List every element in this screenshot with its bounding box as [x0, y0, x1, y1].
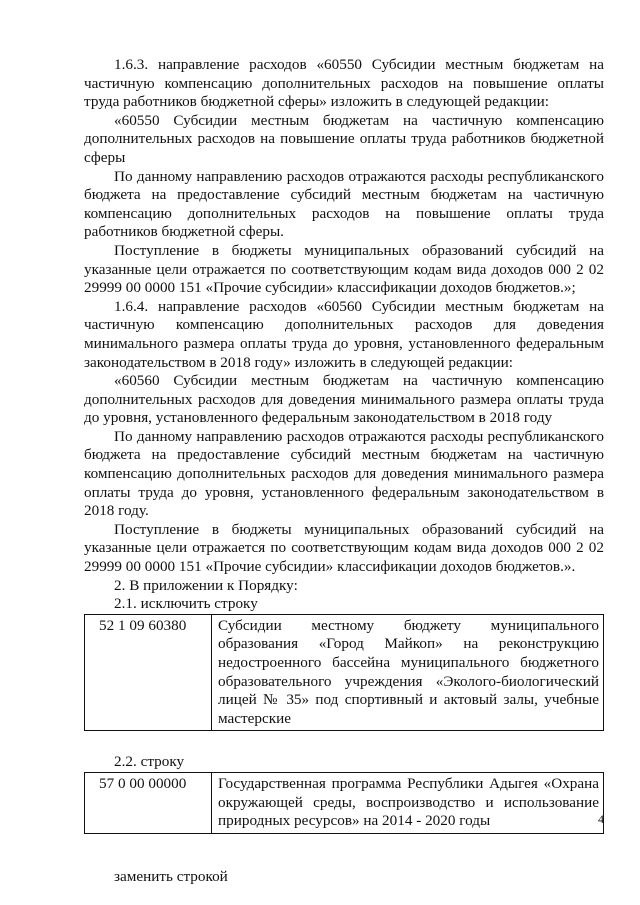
row-description: Государственная программа Республики Адыгея «Охрана окружающей среды, воспроизводство и использование природных ресурсов» на 2014 - 2020 годы: [212, 772, 604, 833]
paragraph-60550-title: «60550 Субсидии местным бюджетам на частичную компенсацию дополнительных расходов на повышение оплаты труда работников бюджетной сферы: [84, 111, 604, 166]
paragraph-1-6-4: 1.6.4. направление расходов «60560 Субсидии местным бюджетам на частичную компенсацию дополнительных расходов для доведения минимального размера оплаты труда до уровня, установленного федеральным законодательством в 2018 году» изложить в следующей редакции:: [84, 297, 604, 371]
row-code: 57 0 00 00000: [85, 772, 212, 833]
row-code: 52 1 09 60380: [85, 614, 212, 731]
paragraph-60550-income: Поступление в бюджеты муниципальных образований субсидий на указанные цели отражается по соответствующим кодам вида доходов 000 2 02 29999 00 0000 151 «Прочие субсидии» классификации доходов бюджетов.»;: [84, 241, 604, 297]
replace-with-text: заменить строкой: [114, 867, 228, 885]
exclude-row-table: [84, 614, 604, 732]
paragraph-section-2: 2. В приложении к Порядку:: [114, 576, 298, 594]
row-description: Субсидии местному бюджету муниципального образования «Город Майкоп» на реконструкцию недостроенного бассейна муниципального бюджетного образовательного учреждения «Эколого-биологический лицей № 35» под спортивный и актовый залы, учебные мастерские: [212, 614, 604, 731]
table-row: [85, 772, 604, 833]
document-body: [84, 56, 604, 886]
section-2-2-label: 2.2. строку: [114, 753, 185, 771]
paragraph-60560-income: Поступление в бюджеты муниципальных образований субсидий на указанные цели отражается по соответствующим кодам вида доходов 000 2 02 29999 00 0000 151 «Прочие субсидии» классификации доходов бюджетов.».: [84, 520, 604, 576]
section-2-1-label: 2.1. исключить строку: [114, 595, 258, 613]
table-row: [85, 614, 604, 731]
paragraph-60550-description: По данному направлению расходов отражаются расходы республиканского бюджета на предоставление субсидий местным бюджетам на частичную компенсацию дополнительных расходов на повышение оплаты труда работников бюджетной сферы.: [84, 167, 604, 241]
replace-row-table: [84, 772, 604, 834]
paragraph-1-6-3: 1.6.3. направление расходов «60550 Субсидии местным бюджетам на частичную компенсацию дополнительных расходов на повышение оплаты труда работников бюджетной сферы» изложить в следующей редакции:: [84, 56, 604, 111]
paragraph-60560-title: «60560 Субсидии местным бюджетам на частичную компенсацию дополнительных расходов для доведения минимального размера оплаты труда до уровня, установленного федеральным законодательством в 2018 году: [84, 372, 604, 427]
page-number: 4: [598, 812, 604, 826]
paragraph-60560-description: По данному направлению расходов отражаются расходы республиканского бюджета на предоставление субсидий местным бюджетам на частичную компенсацию дополнительных расходов для доведения минимального размера оплаты труда до уровня, установленного федеральным законодательством в 2018 году.: [84, 427, 604, 520]
